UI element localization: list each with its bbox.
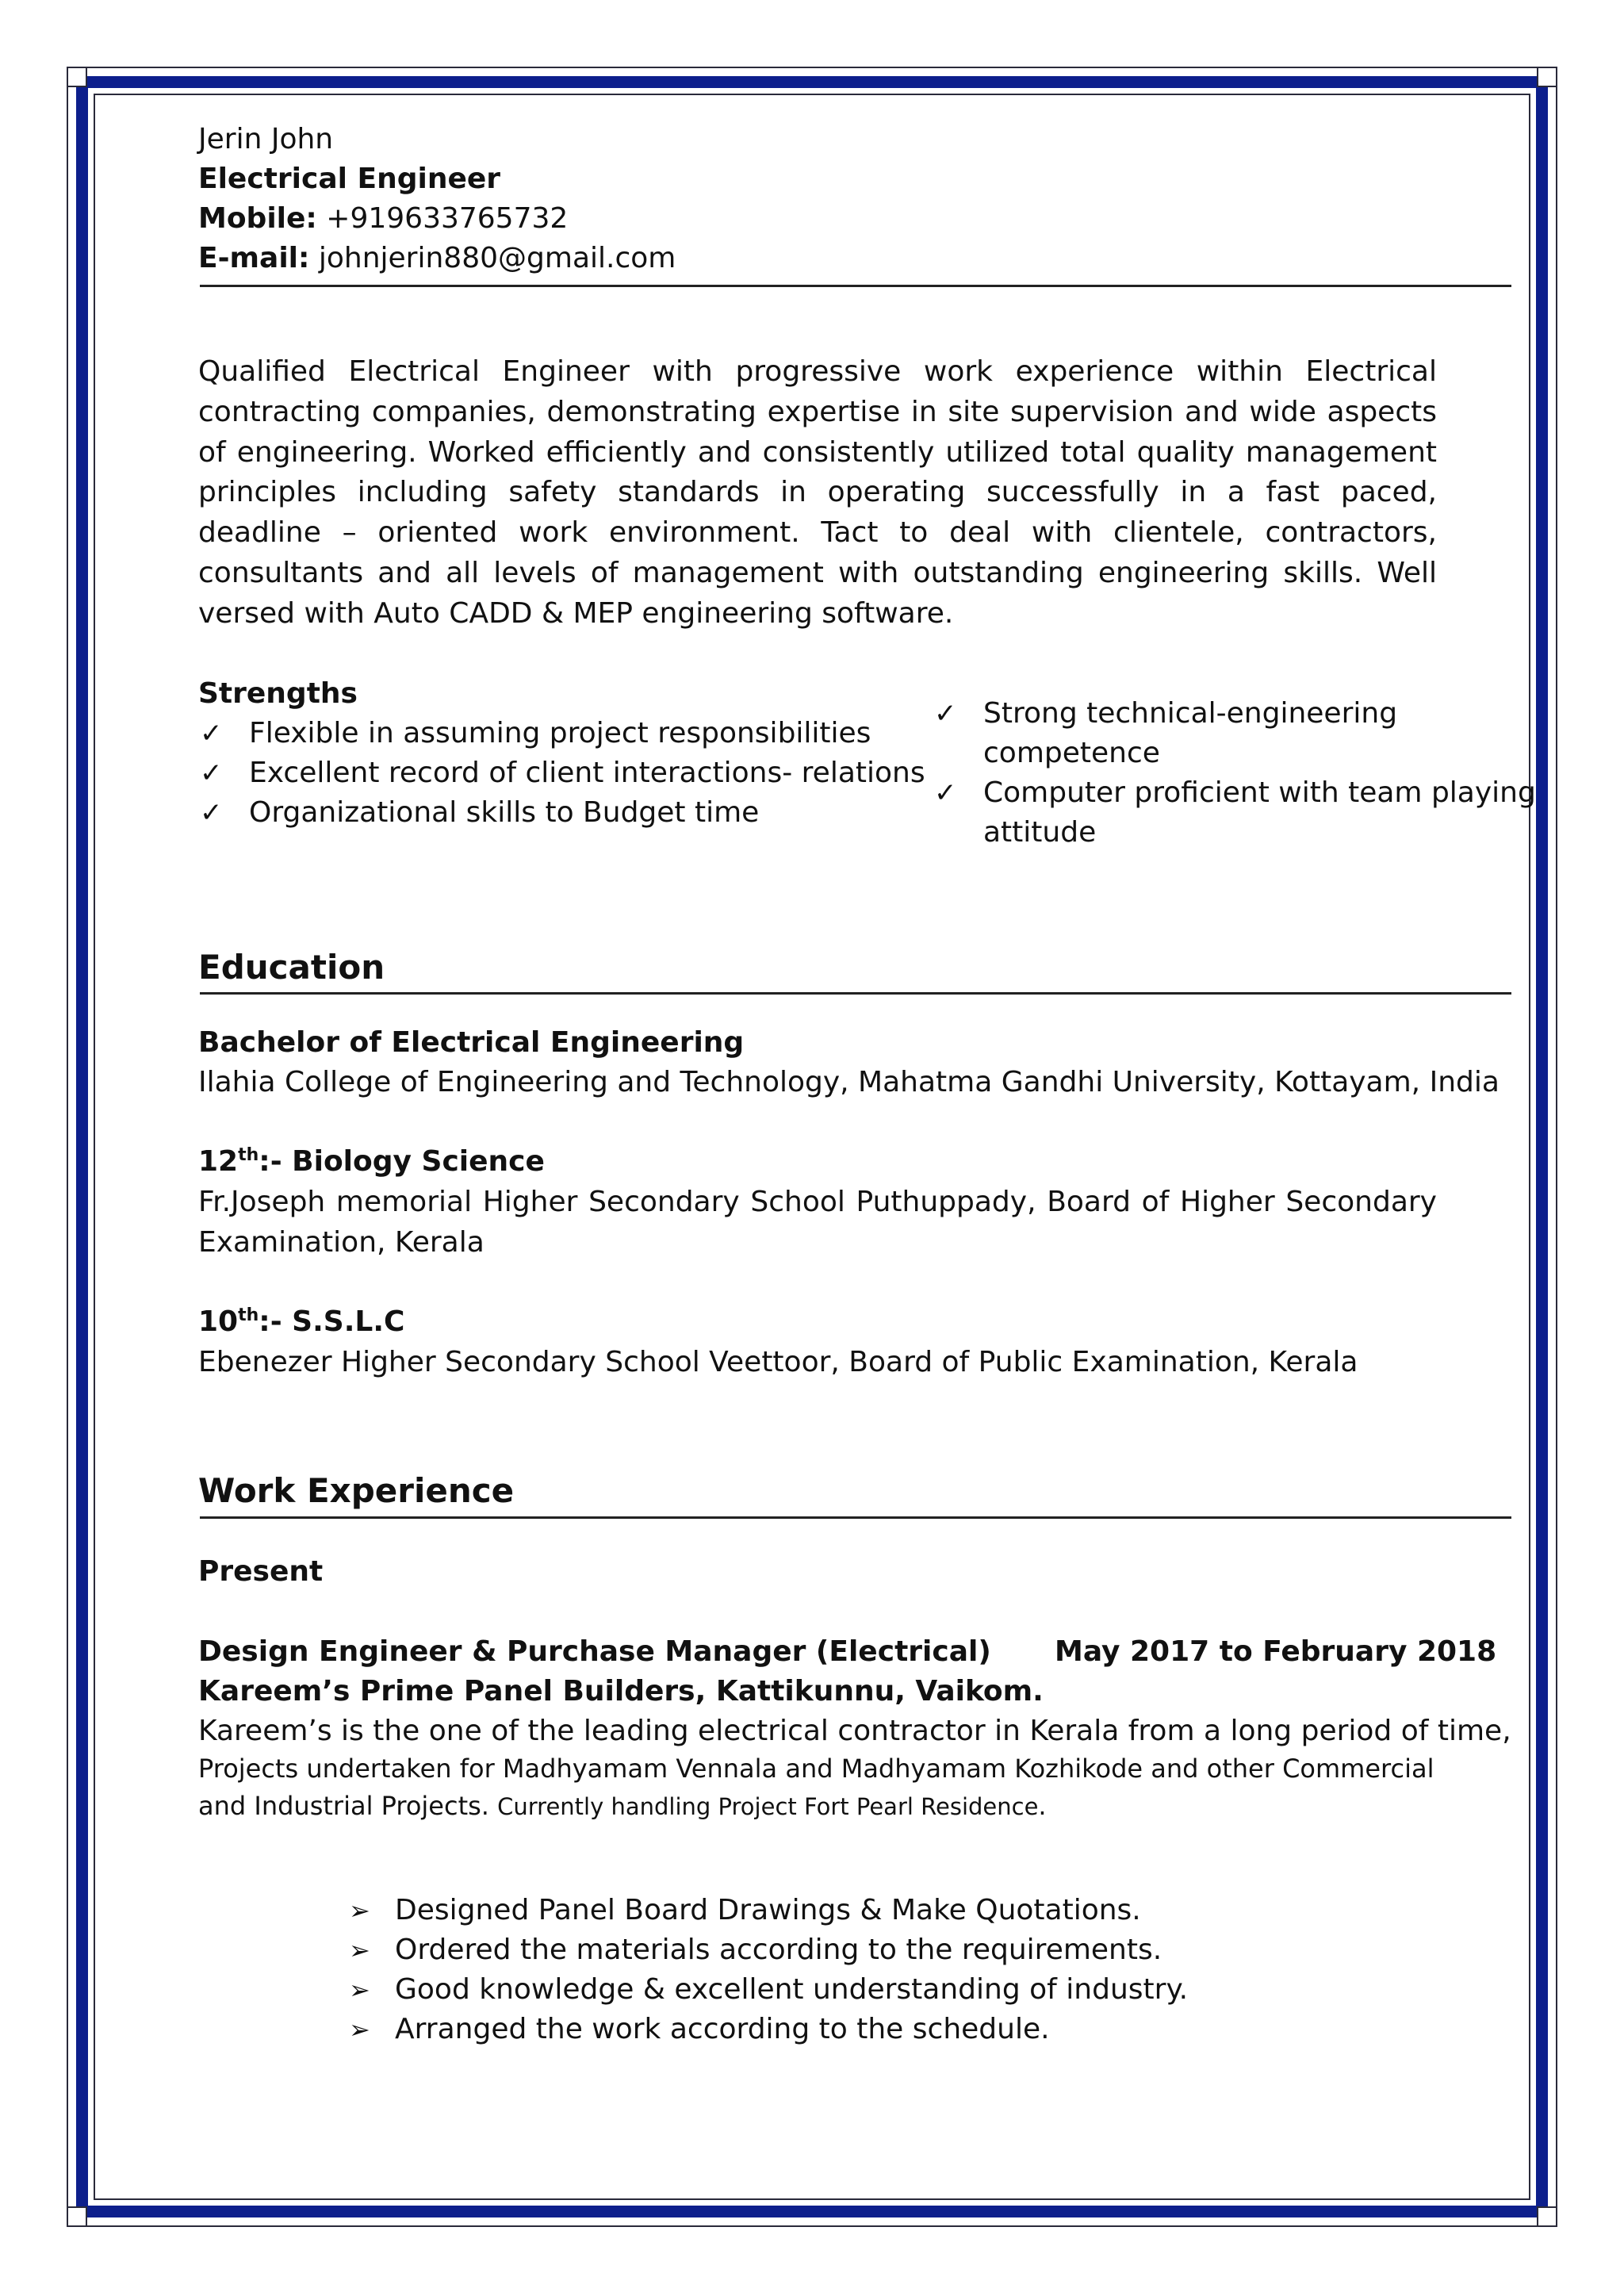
email-value: johnjerin880@gmail.com xyxy=(318,242,676,274)
strengths-heading: Strengths xyxy=(198,677,358,710)
twelfth-institution: Fr.Joseph memorial Higher Secondary School Puthuppady, Board of Higher Secondary Examination, Kerala xyxy=(198,1186,1437,1259)
education-divider xyxy=(200,992,1511,995)
mobile-label: Mobile: xyxy=(198,202,317,235)
twelfth-title: 12th:- Biology Science xyxy=(198,1145,545,1178)
border-corner-ornament xyxy=(1537,2206,1557,2227)
border-corner-ornament xyxy=(67,67,87,87)
arrow-bullet-icon: ➢ xyxy=(349,1935,370,1965)
degree-institution: Ilahia College of Engineering and Technology, Mahatma Gandhi University, Kottayam, India xyxy=(198,1066,1500,1098)
mobile-value: +919633765732 xyxy=(326,202,569,235)
email-label: E-mail: xyxy=(198,242,310,274)
email-row xyxy=(198,239,676,278)
job-role: Design Engineer & Purchase Manager (Electrical) xyxy=(198,1635,991,1668)
company-description: Projects undertaken for Madhyamam Vennala and Madhyamam Kozhikode and other Commercial xyxy=(198,1754,1434,1784)
arrow-bullet-icon: ➢ xyxy=(349,1975,370,2005)
arrow-bullet-icon: ➢ xyxy=(349,1895,370,1926)
mobile-row xyxy=(198,199,568,239)
candidate-title: Electrical Engineer xyxy=(198,163,501,195)
tenth-institution: Ebenezer Higher Secondary School Veettoor, Board of Public Examination, Kerala xyxy=(198,1346,1358,1378)
company-description: and Industrial Projects. Currently handling Project Fort Pearl Residence. xyxy=(198,1791,1047,1821)
job-dates: May 2017 to February 2018 xyxy=(1055,1635,1497,1668)
degree-title: Bachelor of Electrical Engineering xyxy=(198,1026,745,1059)
header-divider xyxy=(200,285,1511,287)
candidate-name: Jerin John xyxy=(198,123,334,155)
border-corner-ornament xyxy=(1537,67,1557,87)
check-icon: ✓ xyxy=(200,757,223,789)
border-corner-ornament xyxy=(67,2206,87,2227)
arrow-bullet-icon: ➢ xyxy=(349,2014,370,2045)
company-name: Kareem’s Prime Panel Builders, Kattikunnu, Vaikom. xyxy=(198,1675,1044,1708)
professional-summary: Qualified Electrical Engineer with progressive work experience within Electrical contracting companies, demonstrating expertise in site supervision and wide aspects of engineering. Worked efficiently and consistently utilized total quality management principles including safety standards in operating successfully in a fast paced, deadline – oriented work environment. Tact to deal with clientele, contractors, consultants and all levels of management with outstanding engineering skills. Well versed with Auto CADD & MEP engineering software. xyxy=(198,355,1437,630)
check-icon: ✓ xyxy=(934,698,957,730)
check-icon: ✓ xyxy=(200,718,223,749)
education-heading: Education xyxy=(198,948,385,987)
check-icon: ✓ xyxy=(934,777,957,809)
work-status: Present xyxy=(198,1555,324,1588)
work-divider xyxy=(200,1516,1511,1519)
tenth-title: 10th:- S.S.L.C xyxy=(198,1305,405,1338)
company-description: Kareem’s is the one of the leading electrical contractor in Kerala from a long period of time, xyxy=(198,1715,1511,1747)
check-icon: ✓ xyxy=(200,797,223,829)
work-experience-heading: Work Experience xyxy=(198,1471,515,1510)
